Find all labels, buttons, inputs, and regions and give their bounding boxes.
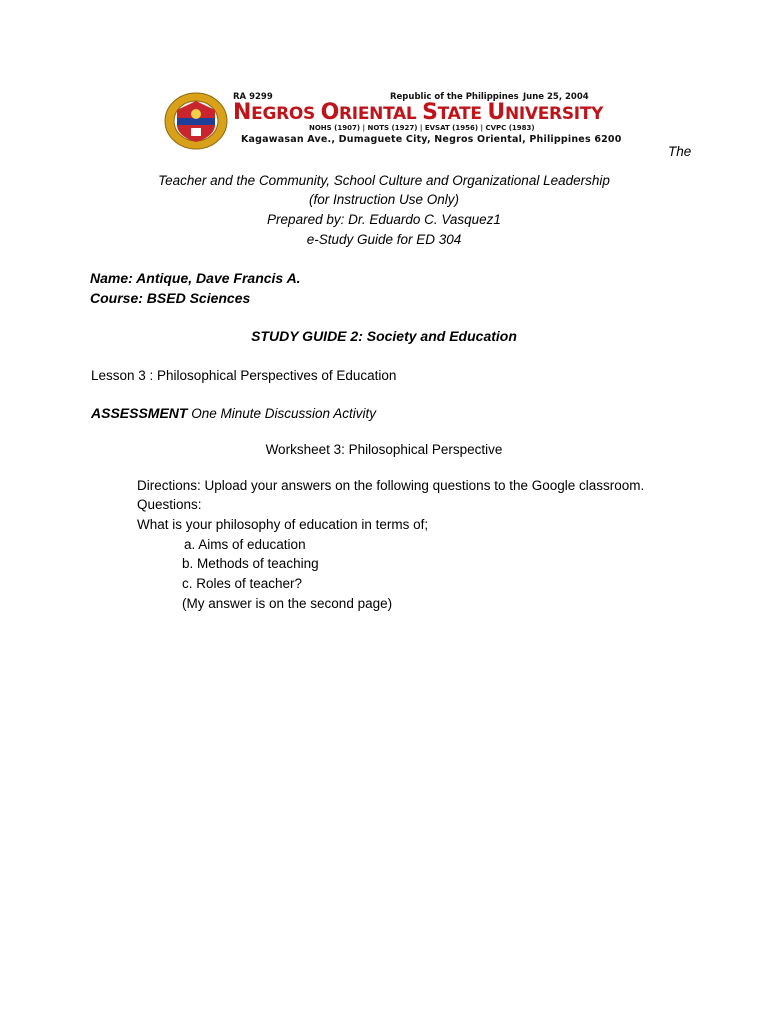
- ra-number: RA 9299: [233, 92, 273, 102]
- student-name: Name: Antique, Dave Francis A.: [90, 270, 301, 286]
- university-seal-logo: [164, 92, 228, 150]
- study-guide-course: e-Study Guide for ED 304: [306, 232, 462, 247]
- the-word: The: [668, 144, 692, 159]
- course-title: Teacher and the Community, School Culture and Organizational Leadership: [158, 173, 610, 188]
- question-intro: What is your philosophy of education in terms of;: [137, 517, 429, 532]
- student-course: Course: BSED Sciences: [90, 290, 251, 306]
- assessment-label: ASSESSMENT: [91, 405, 188, 421]
- study-guide-title: STUDY GUIDE 2: Society and Education: [251, 328, 517, 344]
- university-address: Kagawasan Ave., Dumaguete City, Negros Oriental, Philippines 6200: [241, 134, 622, 145]
- history-codes: NOHS (1907) | NOTS (1927) | EVSAT (1956) | CVPC (1983): [309, 124, 535, 132]
- answer-note: (My answer is on the second page): [182, 596, 393, 611]
- assessment-activity: One Minute Discussion Activity: [187, 406, 377, 421]
- directions: Directions: Upload your answers on the following questions to the Google classroom.: [137, 478, 645, 493]
- assessment-line: [91, 405, 376, 423]
- question-item: a. Aims of education: [184, 537, 306, 552]
- founding-date: June 25, 2004: [523, 92, 589, 102]
- question-item: c. Roles of teacher?: [182, 576, 303, 591]
- prepared-by: Prepared by: Dr. Eduardo C. Vasquez1: [267, 212, 501, 227]
- university-name: NEGROS ORIENTAL STATE UNIVERSITY: [233, 100, 604, 125]
- worksheet-title: Worksheet 3: Philosophical Perspective: [265, 442, 503, 457]
- lesson-title: Lesson 3 : Philosophical Perspectives of Education: [91, 368, 397, 383]
- questions-label: Questions:: [137, 497, 202, 512]
- question-item: b. Methods of teaching: [182, 556, 319, 571]
- republic-label: Republic of the Philippines: [390, 92, 519, 102]
- instruction-note: (for Instruction Use Only): [308, 192, 460, 207]
